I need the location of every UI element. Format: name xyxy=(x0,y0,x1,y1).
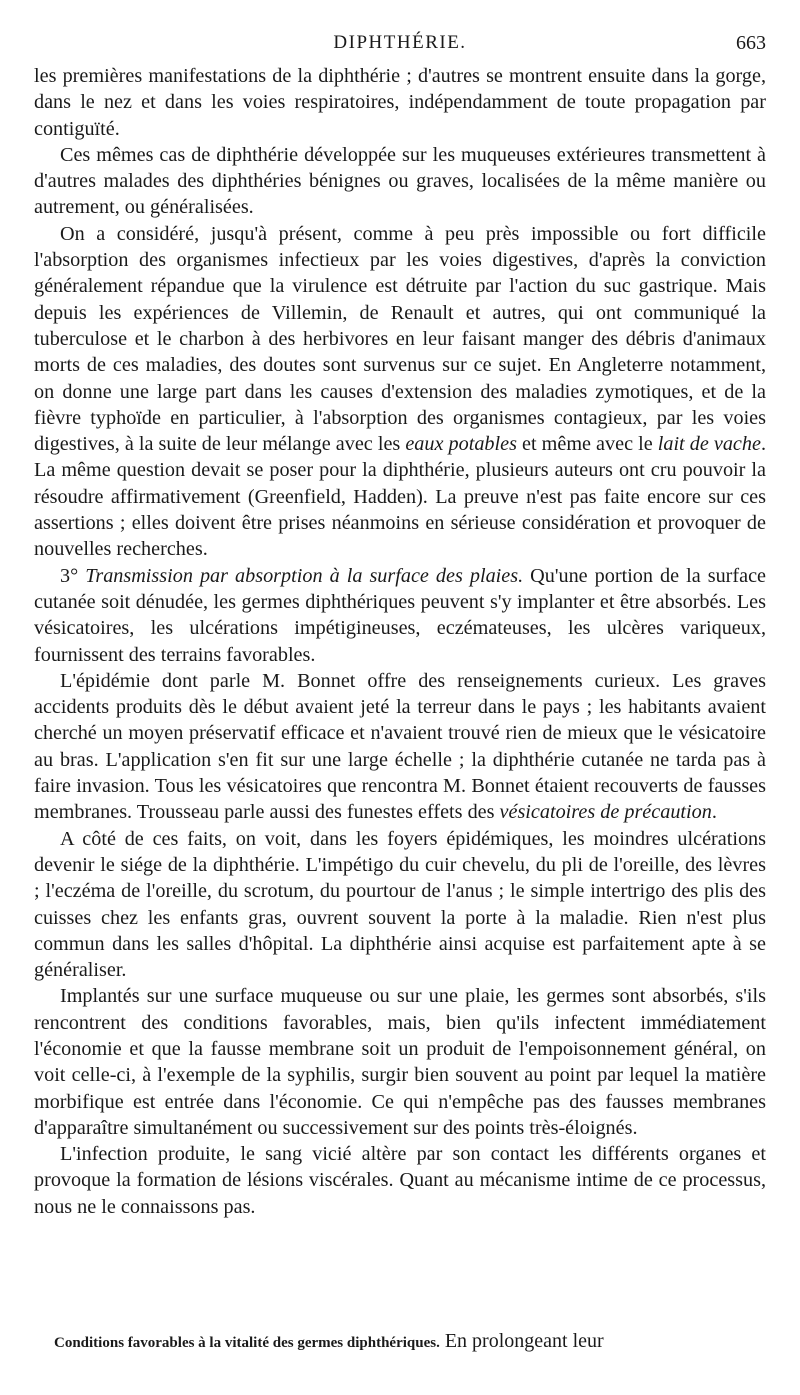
italic-text: vésicatoires de précaution xyxy=(499,801,712,824)
page-number: 663 xyxy=(736,32,766,54)
paragraph xyxy=(34,826,766,984)
page-header xyxy=(34,32,766,62)
italic-text: lait de vache xyxy=(657,433,761,456)
section-side-title: Conditions favorables à la vitalité des germes diphthériques. xyxy=(54,1335,440,1351)
paragraph-text: A côté de ces faits, on voit, dans les foyers épidémiques, les moindres ulcérations devenir le siége de la diphthérie. L'impétigo du cuir chevelu, du pli de l'oreille, des lèvres ; l'eczéma de l'oreille, du scrotum, du pourtour de l'anus ; le simple intertrigo des plis des cuisses chez les enfants gras, ouvrent souvent la porte à la maladie. Rien n'est plus commun dans les salles d'hôpital. La diphthérie ainsi acquise est parfaitement apte à se généraliser. xyxy=(34,827,766,982)
section-start-line xyxy=(54,1330,766,1353)
running-title: DIPHTHÉRIE. xyxy=(333,32,467,53)
paragraph-text: Ces mêmes cas de diphthérie développée sur les muqueuses extérieures transmettent à d'autres malades des diphthéries bénignes ou graves, localisées de la même manière ou autrement, ou généralisées. xyxy=(34,143,766,219)
paragraph xyxy=(34,983,766,1141)
paragraph-text: 3° xyxy=(60,564,86,587)
paragraph xyxy=(34,63,766,142)
paragraph-text: Implantés sur une surface muqueuse ou sur une plaie, les germes sont absorbés, s'ils rencontrent des conditions favorables, mais, bien qu'ils infectent immédiatement l'économie et que la fausse membrane soit un produit de l'empoisonnement général, on voit celle-ci, à l'exemple de la syphilis, surgir bien souvent au point par lequel la matière morbifique est entrée dans l'économie. Ce qui n'empêche pas des fausses membranes d'apparaître simultanément ou successivement sur des points très-éloignés. xyxy=(34,985,766,1139)
paragraph-text: les premières manifestations de la diphthérie ; d'autres se montrent ensuite dans la gorge, dans le nez et dans les voies respiratoires, indépendamment de toute propagation par contiguïté. xyxy=(34,65,766,140)
paragraph xyxy=(34,221,766,563)
section-continuation-text: En prolongeant leur xyxy=(444,1330,604,1352)
paragraph xyxy=(34,668,766,826)
body-text xyxy=(34,63,766,1220)
paragraph-text: . La même question devait se poser pour la diphthérie, plusieurs auteurs ont cru pouvoir la résoudre affirmativement (Greenfield, Hadden). La preuve n'est pas faite encore sur ces assertions ; elles doivent être prises néanmoins en sérieuse considération et provoquer de nouvelles recherches. xyxy=(34,433,766,561)
paragraph-text: et même avec le xyxy=(516,433,658,456)
paragraph xyxy=(34,563,766,668)
paragraph-text: Qu'une portion de la surface cutanée soit dénudée, les germes diphthériques peuvent s'y implanter et être absorbés. Les vésicatoires, les ulcérations impétigineuses, eczémateuses, les ulcères variqueux, fournissent des terrains favorables. xyxy=(34,564,767,666)
paragraph xyxy=(34,1141,766,1220)
italic-text: Transmission par absorption à la surface des plaies. xyxy=(85,564,524,587)
paragraph-text: . xyxy=(711,801,717,824)
paragraph xyxy=(34,142,766,221)
paragraph-text: L'épidémie dont parle M. Bonnet offre des renseignements curieux. Les graves accidents produits dès le début avaient jeté la terreur dans le pays ; les habitants avaient cherché un moyen préservatif efficace et n'avaient trouvé rien de mieux que le vésicatoire au bras. L'application s'en fit sur une large échelle ; la diphthérie cutanée ne tarda pas à faire invasion. Tous les vésicatoires que rencontra M. Bonnet étaient recouverts de fausses membranes. Trousseau parle aussi des funestes effets des xyxy=(34,669,766,824)
paragraph-text: L'infection produite, le sang vicié altère par son contact les différents organes et provoque la formation de lésions viscérales. Quant au mécanisme intime de ce processus, nous ne le connaissons pas. xyxy=(34,1143,766,1218)
italic-text: eaux potables xyxy=(405,433,517,456)
paragraph-text: On a considéré, jusqu'à présent, comme à peu près impossible ou fort difficile l'absorption des organismes infectieux par les voies digestives, d'après la conviction généralement répandue que la virulence est détruite par l'action du suc gastrique. Mais depuis les expériences de Villemin, de Renault et autres, qui ont communiqué la tuberculose et le charbon à des herbivores en leur faisant manger des débris d'animaux morts de ces maladies, des doutes sont survenus sur ce sujet. En Angleterre notamment, on donne une large part dans les causes d'extension des maladies zymotiques, et de la fièvre typhoïde en particulier, à l'absorption des organismes contagieux, par les voies digestives, à la suite de leur mélange avec les xyxy=(34,222,766,456)
